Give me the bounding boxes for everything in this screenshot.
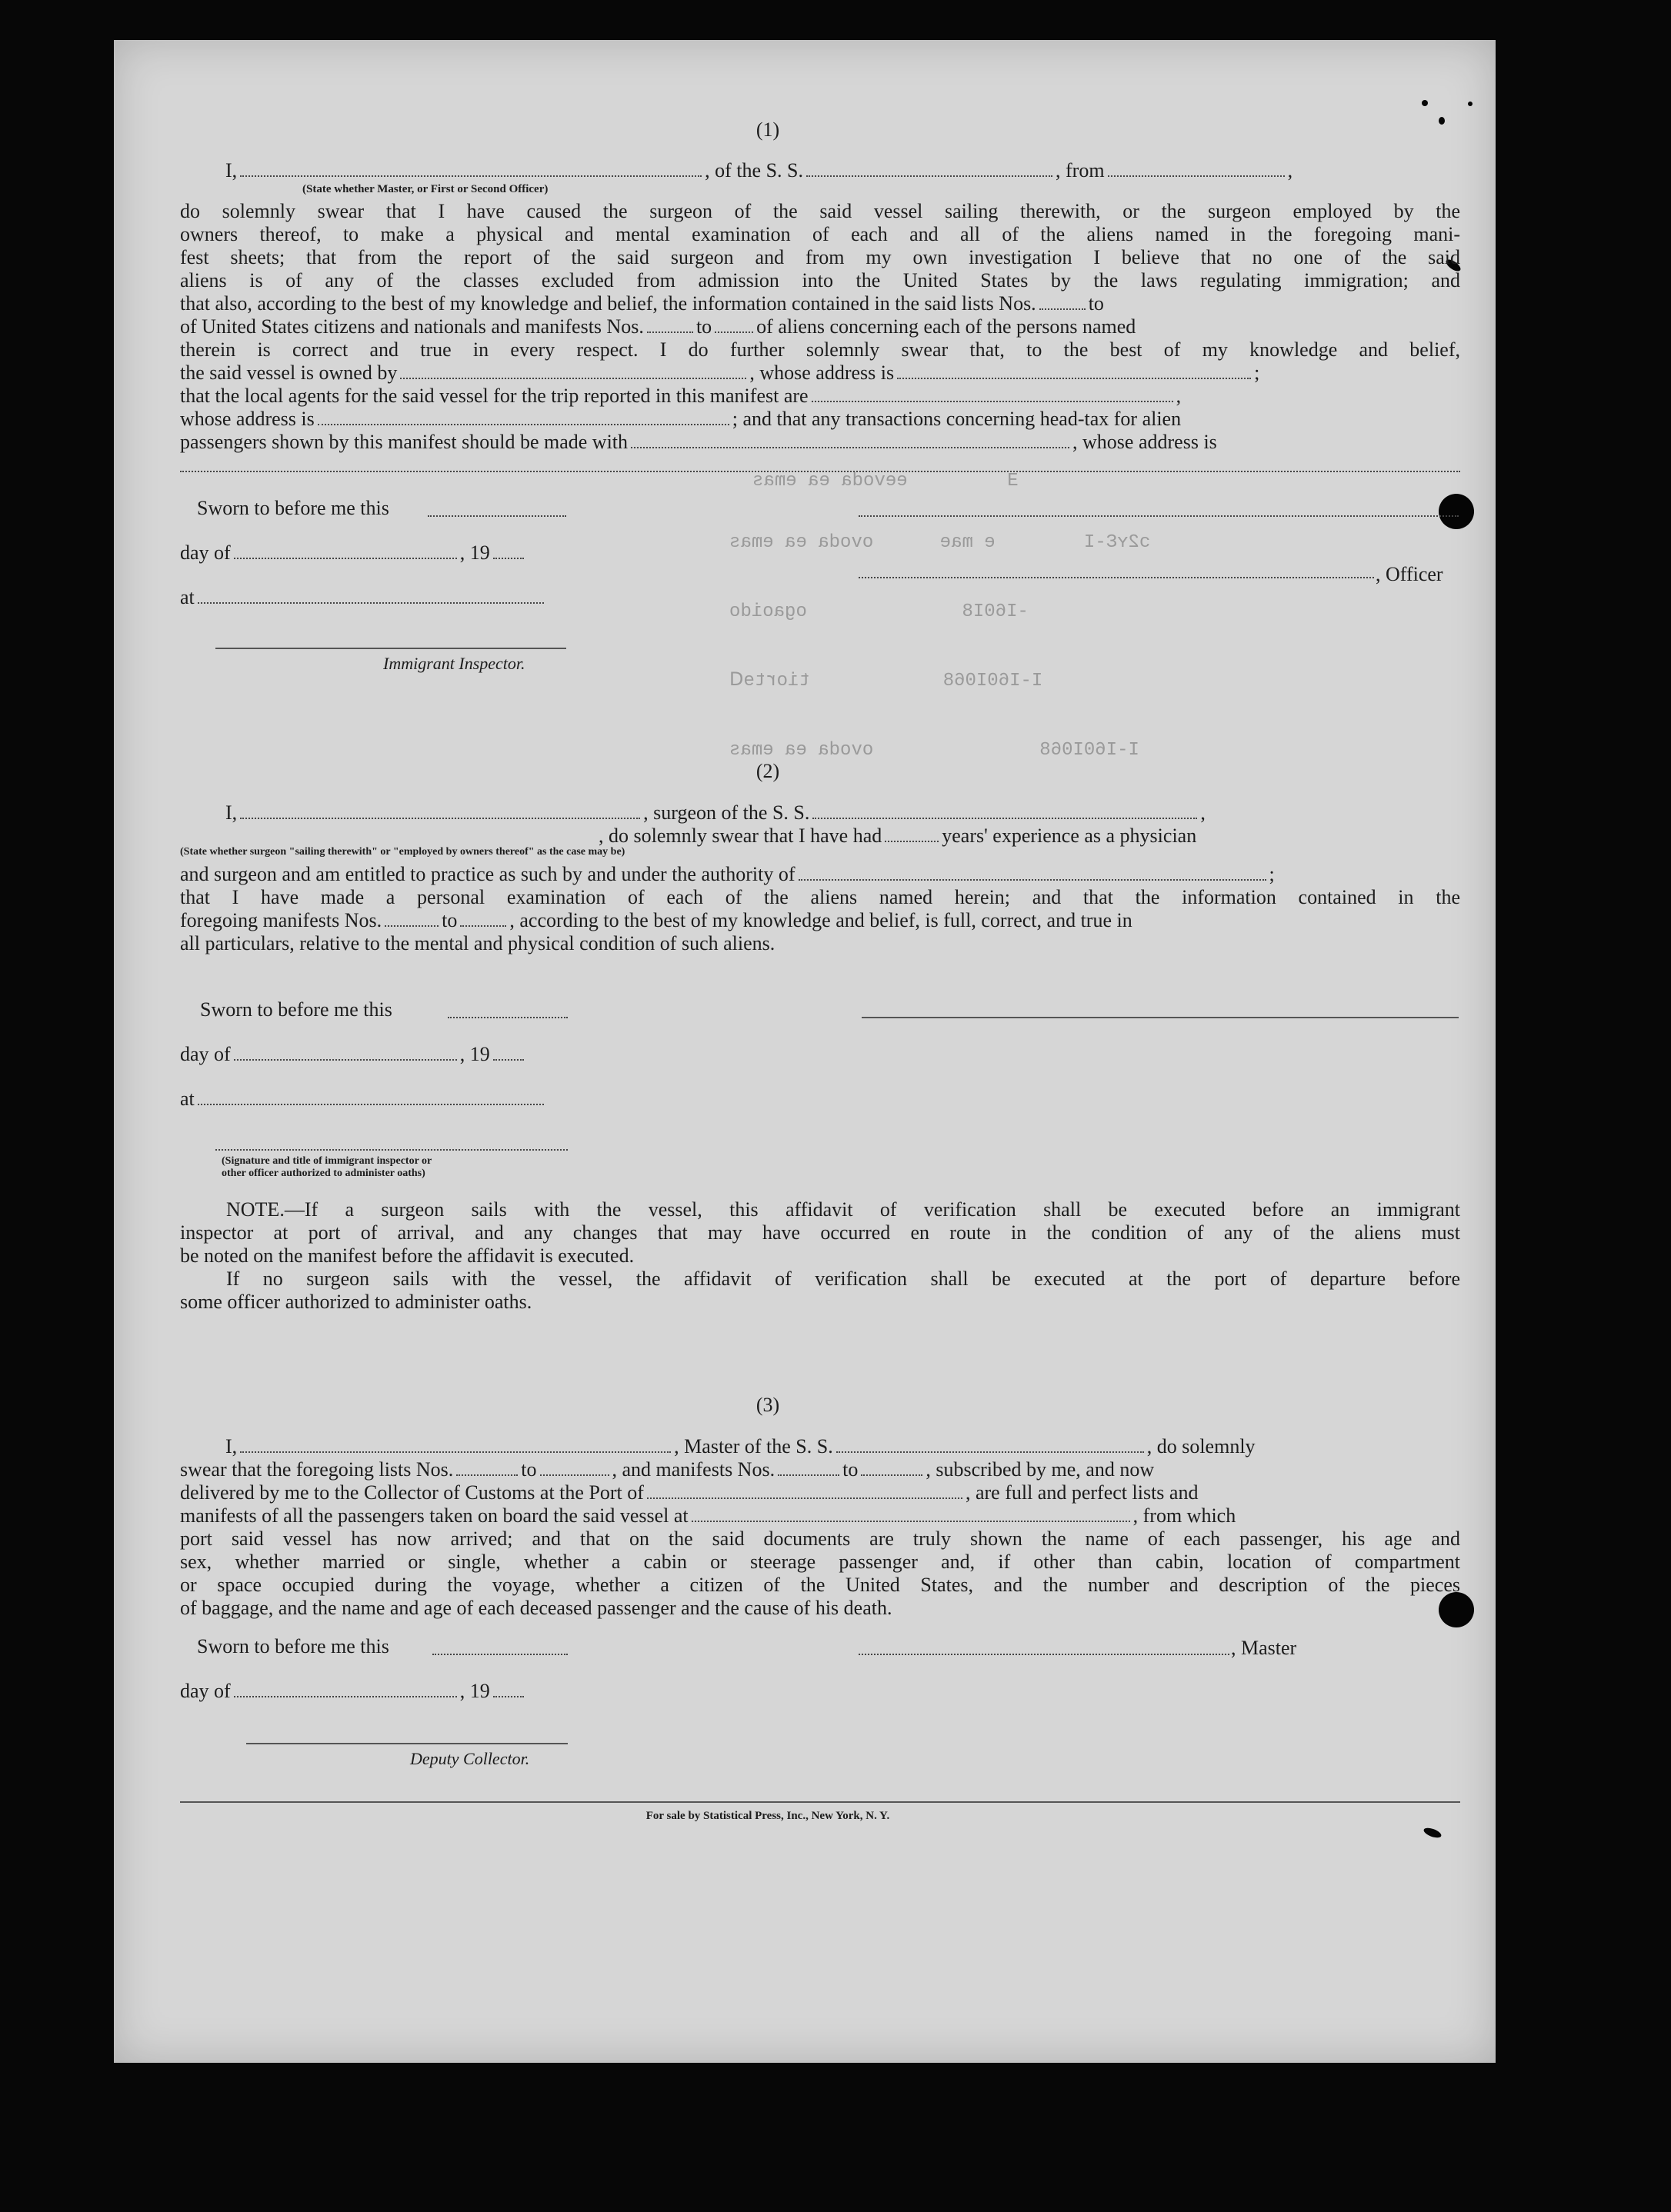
note-line-2: inspector at port of arrival, and any changes that may have occurred en route in the condition of any of the aliens must [180,1221,1460,1244]
section-1-para-line: do solemnly swear that I have caused the surgeon of the said vessel sailing therewith, or the surgeon employed by the [180,200,1460,222]
punch-hole-top [1439,494,1474,529]
day-field[interactable] [234,557,457,559]
note-line-1: NOTE.—If a surgeon sails with the vessel, this affidavit of verification shall be executed before an immigrant [226,1198,1460,1221]
deputy-collector-signature-line[interactable] [246,1743,568,1744]
manifests-from-field[interactable] [647,331,693,333]
footer-imprint: For sale by Statistical Press, Inc., New York, N. Y. [645,1810,890,1822]
officer-signature-rule-2[interactable] [859,577,1374,578]
officer-signature-field[interactable] [215,1149,568,1151]
manifests-to-field[interactable] [861,1474,922,1476]
section-2-swear-line: , do solemnly swear that I have had years' experience as a physician [599,825,1197,847]
year-field[interactable] [493,1058,524,1061]
ink-speck [1468,102,1473,106]
vessel-name-field[interactable] [806,175,1052,177]
section-3-manifests-line: manifests of all the passengers taken on board the said vessel at , from which [180,1504,1236,1527]
section-2-at-line: at [180,1088,547,1111]
section-1-line-1: I, , of the S. S. , from , [225,159,1293,182]
officer-name-field[interactable] [240,175,702,177]
place-field[interactable] [198,1103,544,1105]
lists-to-field[interactable] [540,1474,609,1476]
label-of-ss: , of the S. S. [705,159,804,182]
section-3-last-line: of baggage, and the name and age of each deceased passenger and the cause of his death. [180,1597,892,1619]
note-label: NOTE. [226,1198,285,1221]
manifests-to-field[interactable] [715,331,753,333]
section-2-particulars-line: all particulars, relative to the mental and physical condition of such aliens. [180,932,775,954]
head-tax-contact-field[interactable] [631,446,1069,448]
section-1-manifests-line: of United States citizens and nationals and manifests Nos. to of aliens concerning each of the persons named [180,315,1136,338]
section-1-sworn: Sworn to before me this [197,497,389,519]
port-field[interactable] [647,1497,962,1499]
ink-speck [1423,1826,1443,1840]
officer-label: , Officer [1376,563,1443,585]
section-2-line-1: I, , surgeon of the S. S. , [225,801,1206,824]
section-3-line: or space occupied during the voyage, whether a citizen of the United States, and the number and description of the pieces [180,1574,1460,1596]
years-experience-field[interactable] [885,840,939,842]
section-1-agents-line: that the local agents for the said vessel for the trip reported in this manifest are , [180,385,1182,407]
section-1-para-line: owners thereof, to make a physical and mental examination of each and all of the aliens named in the foregoing mani- [180,223,1460,245]
label-i: I, [225,159,238,182]
section-1-day-line: day of , 19 [180,541,527,565]
year-field[interactable] [493,557,524,559]
owner-field[interactable] [400,377,746,379]
surgeon-signature-line[interactable] [862,1017,1459,1018]
ink-speck [1422,100,1428,106]
section-3-delivered-line: delivered by me to the Collector of Customs at the Port of , are full and perfect lists and [180,1481,1199,1504]
sworn-date-field[interactable] [448,1017,568,1018]
bleed-through-text: I-I60I068 tiortɘᗡ [729,671,1043,691]
section-1-lists-line: that also, according to the best of my knowledge and belief, the information contained in the said lists Nos. to [180,292,1104,315]
sworn-date-field[interactable] [428,515,566,517]
master-signature-field[interactable] [859,1654,1229,1655]
section-1-address-line: whose address is ; and that any transactions concerning head-tax for alien [180,408,1182,430]
surgeon-name-field[interactable] [240,817,640,819]
lists-from-field[interactable] [1039,308,1086,310]
day-field[interactable] [234,1695,457,1697]
section-2-day-line: day of , 19 [180,1043,527,1066]
from-port-field[interactable] [1108,175,1285,177]
bleed-through-text: I-I60I068 ovoda ea emas [729,740,1139,761]
master-name-field[interactable] [240,1451,671,1453]
section-1-para-line: aliens is of any of the classes excluded from admission into the United States by the laws regulating immigration; and [180,269,1460,291]
master-label: , Master [1231,1637,1297,1659]
note-line-3: be noted on the manifest before the affidavit is executed. [180,1244,635,1267]
embarkation-port-field[interactable] [692,1520,1130,1522]
ink-speck [1439,117,1445,125]
section-3-line: sex, whether married or single, whether a cabin or steerage passenger and, if other than cabin, location of compartment [180,1551,1460,1573]
section-1-at-line: at [180,586,547,609]
manifests-to-field[interactable] [460,924,506,927]
section-3-day-line: day of , 19 [180,1680,527,1703]
section-1-owned-line: the said vessel is owned by , whose address is ; [180,361,1260,384]
section-2-authority-line: and surgeon and am entitled to practice as such by and under the authority of ; [180,863,1275,885]
surgeon-note: (State whether surgeon "sailing therewith" or "employed by owners thereof" as the case may be) [180,846,625,858]
inspector-signature-line[interactable] [215,648,566,649]
bleed-through-text: -I60I8 ogaoido [729,601,1029,622]
section-3-line-1: I, , Master of the S. S. , do solemnly [225,1435,1256,1457]
authority-field[interactable] [799,878,1266,881]
section-3-line: port said vessel has now arrived; and that on the said documents are truly shown the name of each passenger, his age and [180,1527,1460,1550]
section-3-number: (3) [755,1394,780,1416]
agents-address-field[interactable] [318,423,729,425]
surgeon-vessel-field[interactable] [812,817,1197,819]
punch-hole-bottom [1439,1592,1474,1627]
master-vessel-field[interactable] [836,1451,1144,1453]
passengers-address-rule[interactable] [180,471,1460,472]
section-3-swear-line: swear that the foregoing lists Nos. to , and manifests Nos. to , subscribed by me, and now [180,1458,1155,1481]
form-sheet [114,40,1496,2063]
day-field[interactable] [234,1058,457,1061]
bleed-through-text: Ǝ eevoda ea emas [752,471,1019,491]
immigrant-inspector-label: Immigrant Inspector. [383,654,525,673]
footer-rule [180,1801,1460,1803]
year-field[interactable] [493,1695,524,1697]
deputy-collector-label: Deputy Collector. [410,1749,530,1768]
section-1-passengers-line: passengers shown by this manifest should be made with , whose address is [180,431,1217,453]
section-2-foregoing-line: foregoing manifests Nos. to , according to the best of my knowledge and belief, is full, correct, and true in [180,909,1132,931]
lists-from-field[interactable] [456,1474,518,1476]
bleed-through-text: ᴐ2ʏƐ-I e mae ovoda ea emas [729,532,1151,553]
owner-address-field[interactable] [897,377,1251,379]
sworn-date-field[interactable] [432,1654,568,1655]
section-3-sworn: Sworn to before me this [197,1635,389,1657]
note-line-5: some officer authorized to administer oaths. [180,1291,532,1313]
place-field[interactable] [198,601,544,604]
officer-note: (State whether Master, or First or Second Officer) [302,183,549,195]
label-from: , from [1056,159,1105,182]
manifests-from-field[interactable] [778,1474,839,1476]
note-line-4: If no surgeon sails with the vessel, the affidavit of verification shall be executed at the port of departure before [226,1268,1460,1290]
signature-note-line-2: other officer authorized to administer oaths) [222,1168,425,1179]
section-2-number: (2) [755,760,780,782]
section-2-personal-line: that I have made a personal examination of each of the aliens named herein; and that the information contained in the [180,886,1460,908]
manifests-from-field[interactable] [385,924,439,927]
agents-field[interactable] [812,400,1173,402]
section-1-para-line: fest sheets; that from the report of the said surgeon and from my own investigation I believe that no one of the said [180,246,1460,268]
signature-note-line-1: (Signature and title of immigrant inspector or [222,1155,432,1167]
section-2-sworn: Sworn to before me this [200,998,392,1021]
section-1-number: (1) [755,118,780,141]
section-1-therein-line: therein is correct and true in every respect. I do further solemnly swear that, to the best of my knowledge and belief, [180,338,1460,361]
officer-signature-rule-1[interactable] [859,515,1459,517]
